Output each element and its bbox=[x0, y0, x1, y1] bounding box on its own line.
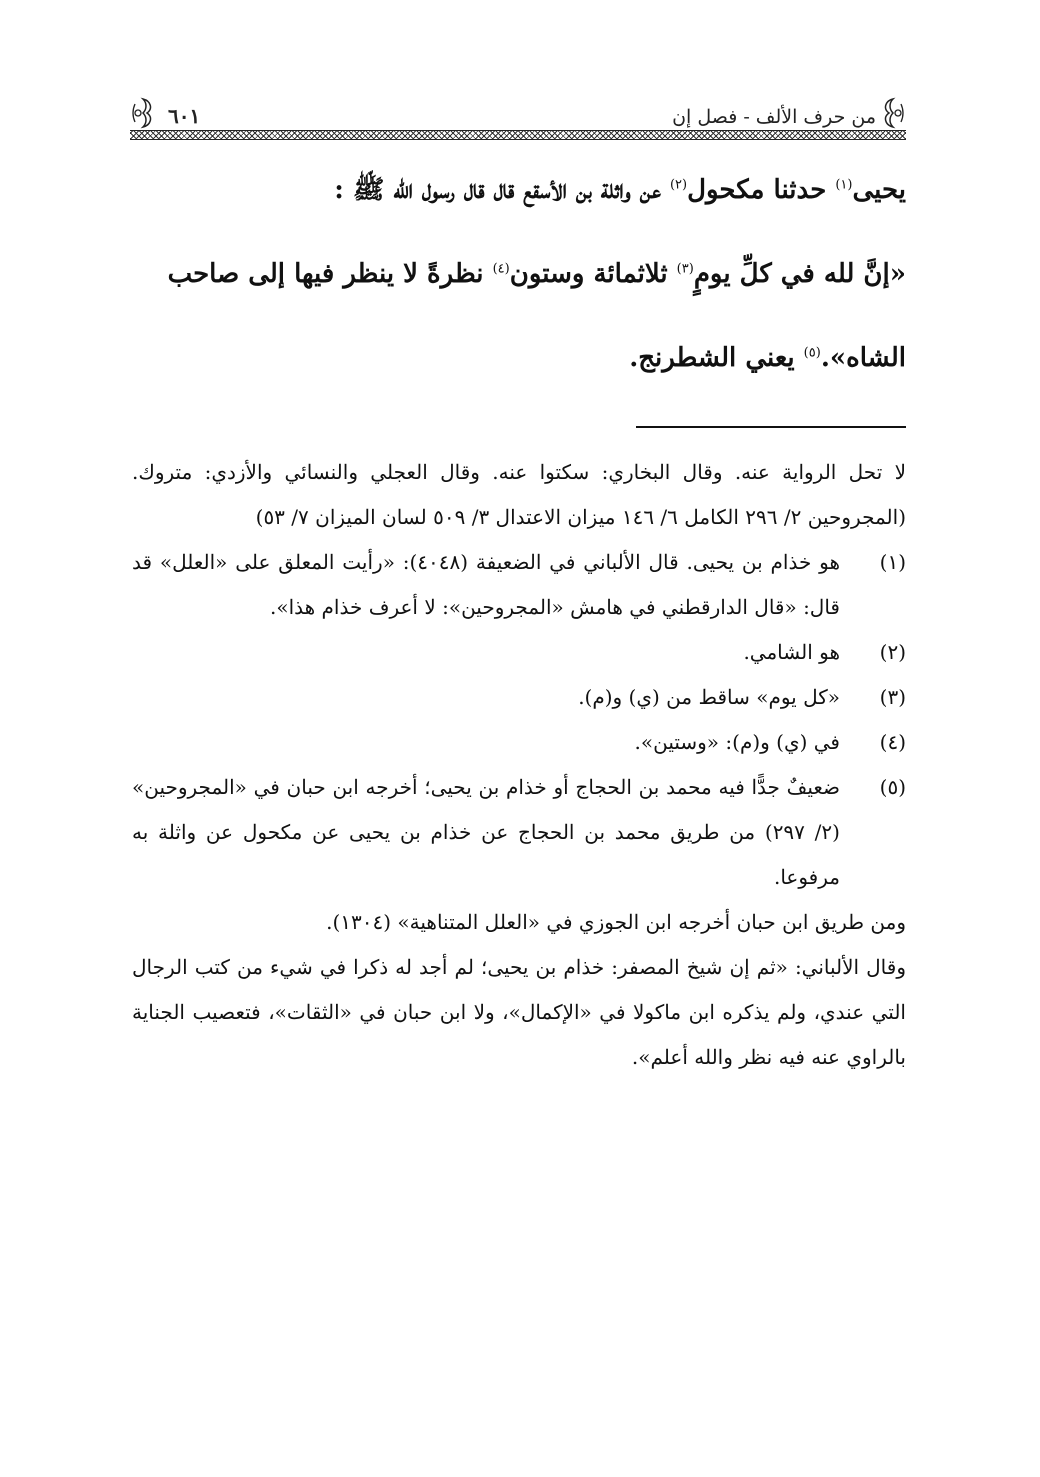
main-line-2: «إنَّ لله في كلِّ يومٍ$^{(٣)}$ ثلاثمائة وستون$^{(٤)}$ نظرةً لا ينظر فيها إلى صاحب bbox=[167, 259, 906, 289]
footnote-ref-5: (٥) bbox=[803, 345, 821, 361]
footnote-ref-4: (٤) bbox=[492, 261, 510, 277]
footnote-text: هو خذام بن يحيى. قال الألباني في الضعيفة (٤٠٤٨): «رأيت المعلق على «العلل» قد قال: «قال الدارقطني في هامش «المجروحين»: لا أعرف خذام هذا». bbox=[132, 550, 841, 619]
footnote-1 bbox=[132, 540, 906, 630]
footnote-continuation: لا تحل الرواية عنه. وقال البخاري: سكتوا عنه. وقال العجلي والنسائي والأزدي: متروك. (المجروحين ٢/ ٢٩٦ الكامل ٦/ ١٤٦ ميزان الاعتدال ٣/ ٥٠٩ لسان الميزان ٧/ ٥٣) bbox=[132, 460, 906, 529]
footnote-text: هو الشامي. bbox=[743, 640, 840, 664]
header-divider bbox=[130, 130, 906, 140]
footnote-separator bbox=[636, 426, 906, 428]
footnote-2 bbox=[132, 630, 906, 675]
chapter-title: من حرف الألف - فصل إن bbox=[672, 106, 876, 128]
footnotes bbox=[132, 450, 906, 1080]
footnote-5 bbox=[132, 765, 906, 900]
footnote-ref-1: (١) bbox=[835, 177, 853, 193]
footnote-ref-2: (٢) bbox=[669, 177, 688, 193]
footnote-5-paragraph-2: ومن طريق ابن حبان أخرجه ابن الجوزي في «العلل المتناهية» (١٣٠٤). bbox=[326, 910, 906, 934]
main-text bbox=[132, 148, 906, 400]
footnote-number: (٥) bbox=[879, 775, 906, 799]
footnote-text: ضعيفٌ جدًّا فيه محمد بن الحجاج أو خذام بن يحيى؛ أخرجه ابن حبان في «المجروحين» (٢/ ٢٩٧) من طريق محمد بن الحجاج عن خذام بن يحيى عن مكحول عن واثلة به مرفوعا. bbox=[132, 775, 840, 889]
footnote-text: «كل يوم» ساقط من (ي) و(م). bbox=[578, 685, 840, 709]
footnote-number: (٤) bbox=[879, 730, 906, 754]
footnote-number: (٢) bbox=[879, 640, 906, 664]
footnote-3 bbox=[132, 675, 906, 720]
main-line-3: الشاه».$^{(٥)}$ يعني الشطرنج. bbox=[629, 343, 906, 373]
ornament-right-icon bbox=[880, 96, 906, 130]
running-header bbox=[130, 96, 906, 136]
main-line-1: يحيى$^{(١)}$ حدثنا مكحول$^{(٢)}$ عن واثلة بن الأسقع قال قال رسول الله ﷺ : bbox=[334, 175, 906, 205]
footnote-number: (٣) bbox=[879, 685, 906, 709]
footnote-4 bbox=[132, 720, 906, 765]
footnote-5-paragraph-3: وقال الألباني: «ثم إن شيخ المصفر: خذام بن يحيى؛ لم أجد له ذكرا في شيء من كتب الرجال التي عندي، ولم يذكره ابن ماكولا في «الإكمال»، ولا ابن حبان في «الثقات»، فتعصيب الجناية بالراوي عنه فيه نظر والله أعلم». bbox=[132, 955, 906, 1069]
footnote-ref-3: (٣) bbox=[676, 261, 694, 277]
ornament-left-icon bbox=[130, 96, 156, 130]
page-number: ٦٠١ bbox=[168, 104, 201, 128]
footnote-number: (١) bbox=[879, 550, 906, 574]
footnote-text: في (ي) و(م): «وستين». bbox=[634, 730, 840, 754]
